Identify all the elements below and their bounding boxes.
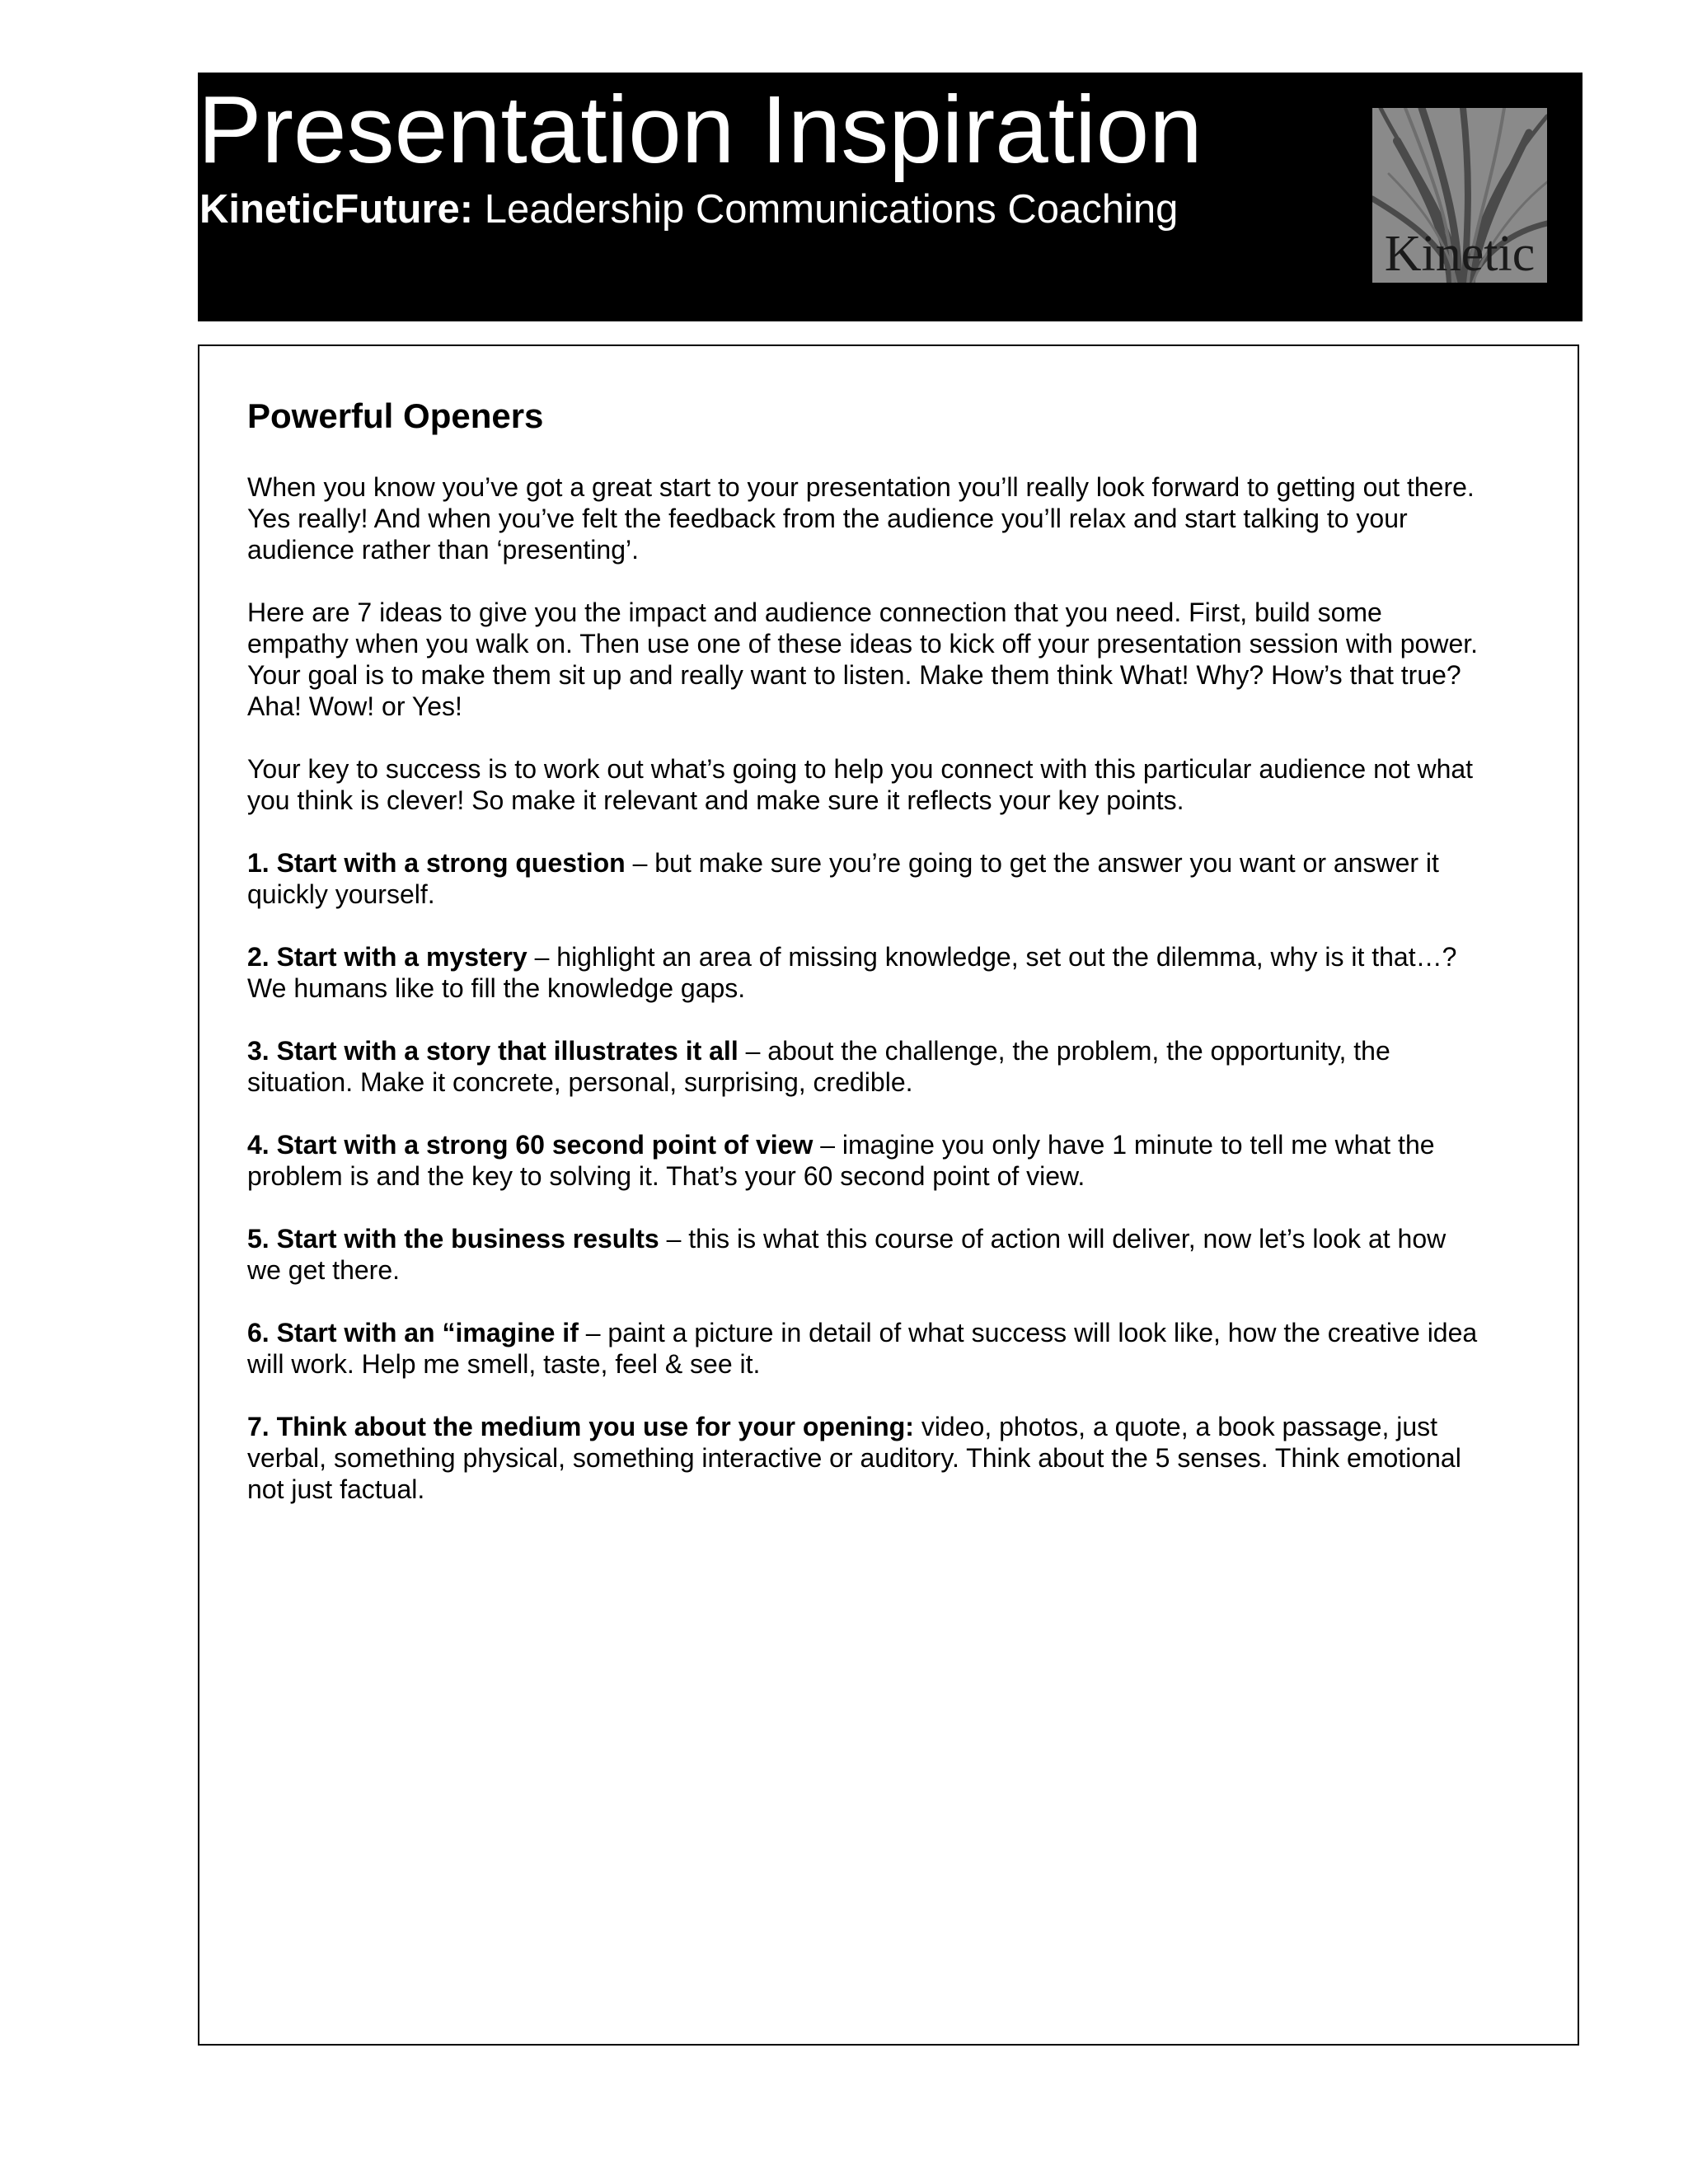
idea-item: [247, 1035, 1484, 1098]
idea-lead: 3. Start with a story that illustrates it all: [247, 1036, 738, 1066]
idea-text: – but make sure you’re going to get the answer you want or answer it quickly yourself.: [247, 848, 1439, 910]
idea-text: – about the challenge, the problem, the opportunity, the situation. Make it concrete, personal, surprising, credible.: [247, 1036, 1390, 1098]
page-subtitle: [199, 181, 1178, 238]
brand-name: KineticFuture:: [199, 187, 474, 232]
idea-text: video, photos, a quote, a book passage, just verbal, something physical, something interactive or auditory. Think about the 5 senses. Think emotional not just factual.: [247, 1412, 1461, 1505]
intro-paragraph: When you know you’ve got a great start to your presentation you’ll really look forward to getting out there. Yes really! And when you’ve felt the feedback from the audience you’ll relax and start talking to your audience rather than ‘presenting’.: [247, 472, 1475, 565]
idea-lead: 2. Start with a mystery: [247, 942, 528, 972]
intro-paragraph: Here are 7 ideas to give you the impact and audience connection that you need. First, build some empathy when you walk on. Then use one of these ideas to kick off your presentation session with power. Your goal is to make them sit up and really want to listen. Make them think What! Why? How’s that true? Aha! Wow! or Yes!: [247, 598, 1479, 722]
idea-text: – this is what this course of action will deliver, now let’s look at how we get there.: [247, 1224, 1447, 1286]
idea-lead: 1. Start with a strong question: [247, 848, 626, 879]
page-title: Presentation Inspiration: [198, 76, 1203, 183]
subtitle-text: Leadership Communications Coaching: [473, 187, 1179, 232]
idea-item: [247, 847, 1484, 910]
idea-lead: 7. Think about the medium you use for your opening:: [247, 1412, 914, 1442]
kinetic-logo: [1372, 108, 1547, 283]
idea-lead: 6. Start with an “imagine if: [247, 1318, 579, 1348]
idea-item: [247, 1411, 1484, 1505]
header-banner: [198, 73, 1582, 321]
section-heading: Powerful Openers: [247, 396, 544, 435]
idea-lead: 5. Start with the business results: [247, 1224, 659, 1254]
content-body: [247, 396, 1484, 1536]
idea-item: [247, 1129, 1484, 1192]
idea-item: [247, 1317, 1484, 1380]
idea-text: – paint a picture in detail of what success will look like, how the creative idea will work. Help me smell, taste, feel & see it.: [247, 1318, 1478, 1380]
idea-lead: 4. Start with a strong 60 second point of view: [247, 1130, 814, 1160]
logo-wordmark: Kinetic: [1384, 226, 1536, 282]
idea-item: [247, 1223, 1484, 1286]
content-box: [198, 344, 1579, 2046]
intro-paragraph: Your key to success is to work out what’s going to help you connect with this particular audience not what you think is clever! So make it relevant and make sure it reflects your key points.: [247, 754, 1474, 816]
idea-text: – highlight an area of missing knowledge, set out the dilemma, why is it that…? We humans like to fill the knowledge gaps.: [247, 942, 1457, 1004]
idea-text: – imagine you only have 1 minute to tell me what the problem is and the key to solving it. That’s your 60 second point of view.: [247, 1130, 1435, 1192]
idea-item: [247, 941, 1484, 1004]
